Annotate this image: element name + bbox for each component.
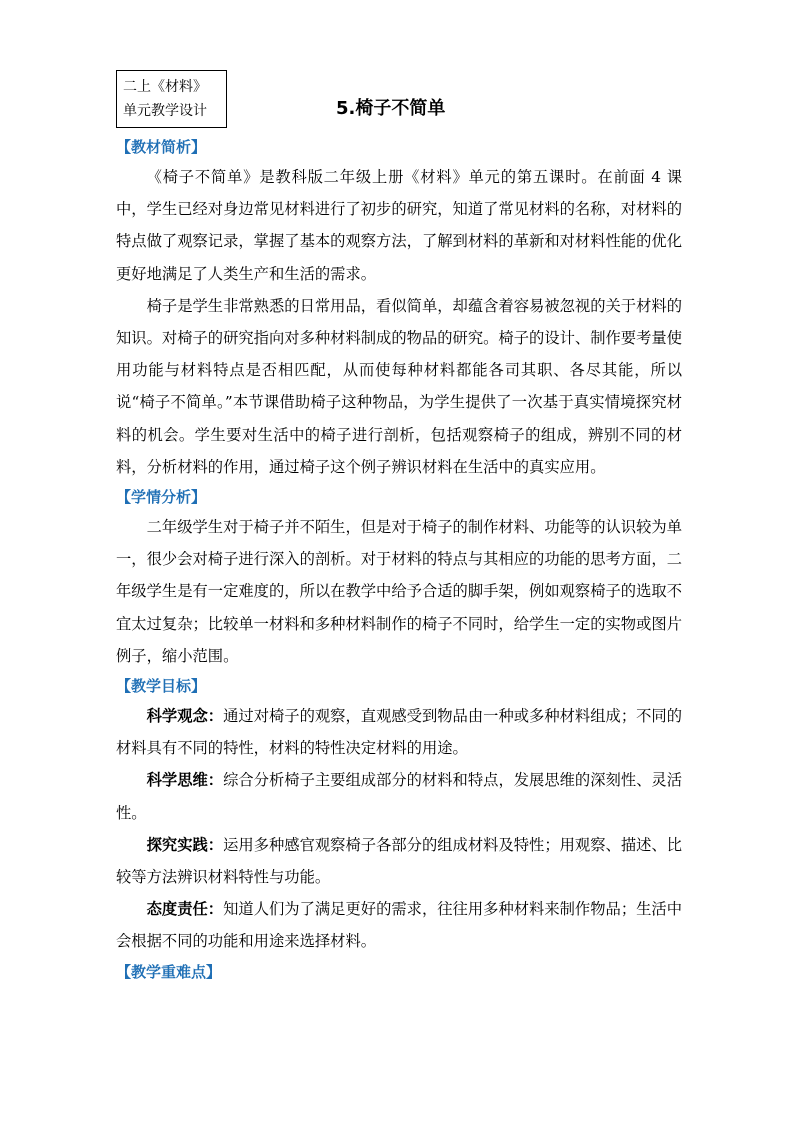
unit-label-line2: 单元教学设计 — [123, 103, 207, 119]
goal-label: 探究实践： — [146, 835, 224, 854]
heading-textbook-analysis: 【教材简析】 — [116, 138, 207, 156]
unit-label-box — [116, 70, 227, 128]
goal-text: 通过对椅子的观察，直观感受到物品由一种或多种材料组成；不同的材料具有不同的特性，材料的特性决定材料的用途。 — [116, 707, 683, 758]
heading-key-difficult-points: 【教学重难点】 — [116, 962, 222, 981]
unit-label-line1: 二上《材料》 — [123, 79, 207, 95]
document-body — [116, 133, 682, 986]
goal-label: 科学观念： — [146, 707, 224, 726]
goal-text: 综合分析椅子主要组成部分的材料和特点，发展思维的深刻性、灵活性。 — [116, 771, 683, 822]
goal-text: 知道人们为了满足更好的需求，往往用多种材料来制作物品；生活中会根据不同的功能和用途来选择材料。 — [116, 900, 683, 951]
textbook-paragraph-2: 椅子是学生非常熟悉的日常用品，看似简单，却蕴含着容易被忽视的关于材料的知识。对椅子的研究指向对多种材料制成的物品的研究。椅子的设计、制作要考量使用功能与材料特点是否相匹配，从而使每种材料都能各司其职、各尽其能，所以说“椅子不简单。”本节课借助椅子这种物品，为学生提供了一次基于真实情境探究材料的机会。学生要对生活中的椅子进行剖析，包括观察椅子的组成，辨别不同的材料，分析材料的作用，通过椅子这个例子辨识材料在生活中的真实应用。 — [116, 296, 682, 476]
heading-teaching-goals: 【教学目标】 — [116, 677, 207, 696]
goal-item — [116, 764, 682, 828]
goal-item — [116, 893, 682, 957]
goal-item — [116, 829, 682, 893]
goal-text: 运用多种感官观察椅子各部分的组成材料及特性；用观察、描述、比较等方法辨识材料特性与功能。 — [116, 835, 683, 887]
student-paragraph-1: 二年级学生对于椅子并不陌生，但是对于椅子的制作材料、功能等的认识较为单一，很少会对椅子进行深入的剖析。对于材料的特点与其相应的功能的思考方面，二年级学生是有一定难度的，所以在教学中给予合适的脚手架，例如观察椅子的选取不宜太过复杂；比较单一材料和多种材料制作的椅子不同时，给学生一定的实物或图片例子，缩小范围。 — [116, 518, 682, 665]
goal-label: 科学思维： — [146, 771, 224, 790]
goal-item — [116, 700, 682, 764]
heading-student-analysis: 【学情分析】 — [116, 488, 207, 507]
goal-label: 态度责任： — [146, 900, 224, 919]
textbook-paragraph-1: 《椅子不简单》是教科版二年级上册《材料》单元的第五课时。在前面 4 课中，学生已经对身边常见材料进行了初步的研究，知道了常见材料的名称，对材料的特点做了观察记录，掌握了基本的观察方法，了解到材料的革新和对材料性能的优化更好地满足了人类生产和生活的需求。 — [116, 168, 682, 283]
page-title: 5.椅子不简单 — [336, 98, 446, 119]
